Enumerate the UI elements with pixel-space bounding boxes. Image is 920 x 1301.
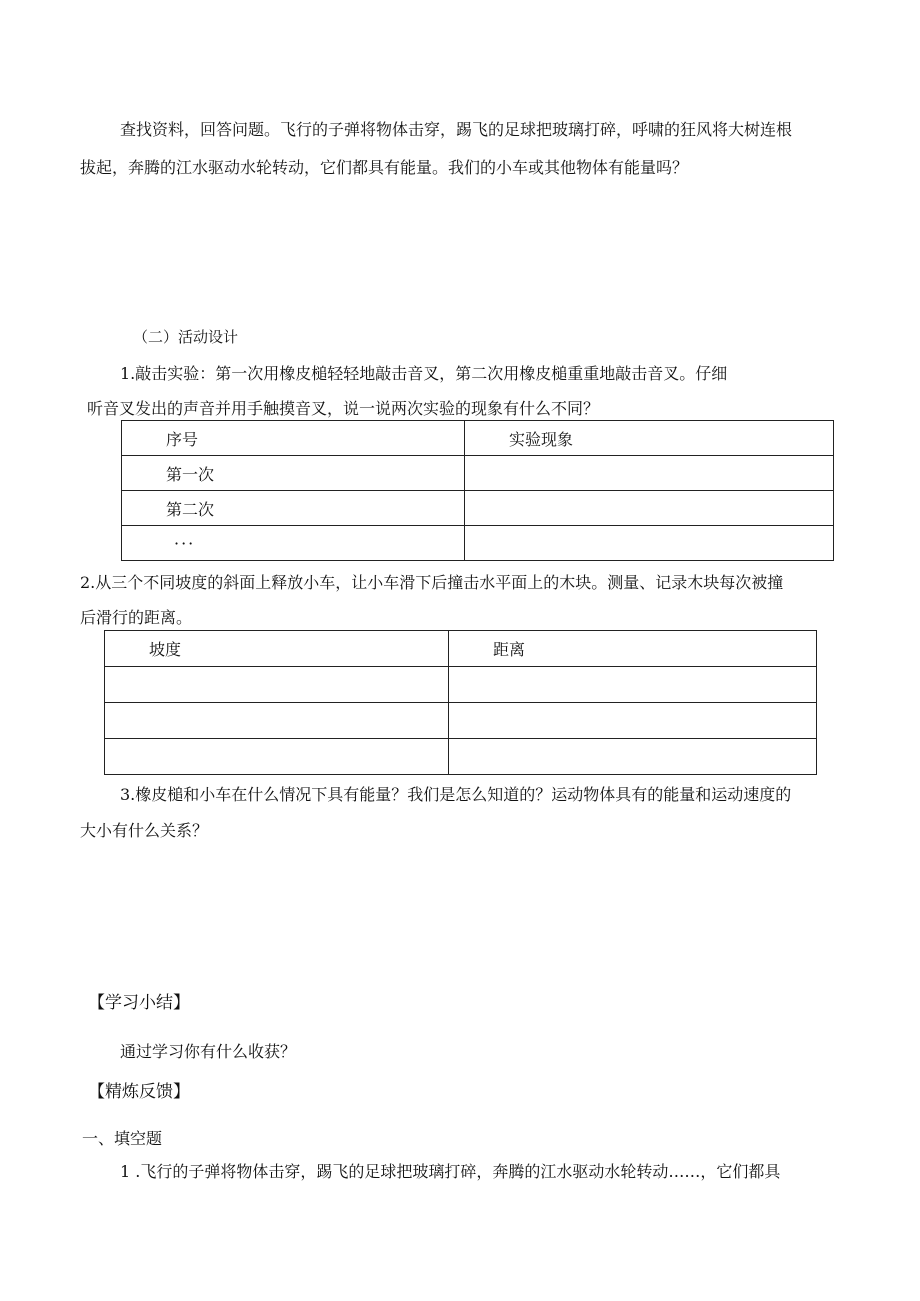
table-header-row xyxy=(122,421,834,456)
summary-heading: 【学习小结】 xyxy=(88,993,190,1013)
table-cell: 第一次 xyxy=(122,456,465,491)
table-row xyxy=(105,703,817,739)
table-cell xyxy=(465,456,834,491)
table-cell xyxy=(105,667,449,703)
table-cell xyxy=(465,526,834,561)
table-header-cell: 实验现象 xyxy=(465,421,834,456)
intro-paragraph-line-2: 拔起，奔腾的江水驱动水轮转动，它们都具有能量。我们的小车或其他物体有能量吗？ xyxy=(80,158,689,177)
feedback-heading: 【精炼反馈】 xyxy=(88,1082,190,1102)
item-3-line-2: 大小有什么关系？ xyxy=(80,821,209,840)
fill-in-heading: 一、填空题 xyxy=(82,1129,163,1148)
table-cell xyxy=(449,703,817,739)
table-row xyxy=(105,667,817,703)
table-cell: ··· xyxy=(122,526,465,561)
intro-paragraph-line-1: 查找资料，回答问题。飞行的子弹将物体击穿，踢飞的足球把玻璃打碎，呼啸的狂风将大树连根 xyxy=(120,120,793,139)
table-cell xyxy=(105,703,449,739)
table-cell: 第二次 xyxy=(122,491,465,526)
table-row xyxy=(105,739,817,775)
item-2-line-1: 2.从三个不同坡度的斜面上释放小车，让小车滑下后撞击水平面上的木块。测量、记录木块每次被撞 xyxy=(80,573,784,592)
experiment-table-1 xyxy=(121,420,834,561)
table-cell xyxy=(449,739,817,775)
table-cell xyxy=(105,739,449,775)
item-1-line-1: 1.敲击实验：第一次用橡皮槌轻轻地敲击音叉，第二次用橡皮槌重重地敲击音叉。仔细 xyxy=(120,364,728,383)
table-header-cell: 距离 xyxy=(449,631,817,667)
table-header-row xyxy=(105,631,817,667)
table-cell xyxy=(465,491,834,526)
item-3-line-1: 3.橡皮槌和小车在什么情况下具有能量？我们是怎么知道的？运动物体具有的能量和运动速度的 xyxy=(120,785,792,804)
table-cell xyxy=(449,667,817,703)
item-1-line-2: 听音叉发出的声音并用手触摸音叉，说一说两次实验的现象有什么不同？ xyxy=(87,399,600,418)
summary-question: 通过学习你有什么收获？ xyxy=(120,1042,297,1061)
table-row xyxy=(122,456,834,491)
table-row xyxy=(122,526,834,561)
table-row xyxy=(122,491,834,526)
fill-in-question-1: 1 .飞行的子弹将物体击穿，踢飞的足球把玻璃打碎，奔腾的江水驱动水轮转动……，它们都具 xyxy=(120,1162,781,1181)
table-header-cell: 序号 xyxy=(122,421,465,456)
item-2-line-2: 后滑行的距离。 xyxy=(80,608,193,627)
table-header-cell: 坡度 xyxy=(105,631,449,667)
section-heading-activity-design: （二）活动设计 xyxy=(133,328,239,346)
experiment-table-2 xyxy=(104,630,817,775)
